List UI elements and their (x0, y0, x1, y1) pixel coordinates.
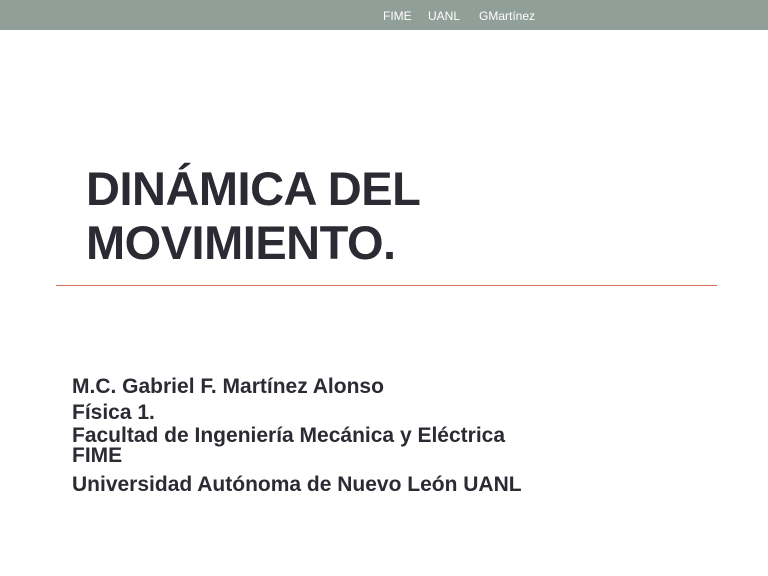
footer-text-uanl: UANL (428, 9, 461, 23)
slide-subtitle (72, 374, 732, 498)
faculty-acronym: FIME (72, 444, 123, 467)
faculty-name: Facultad de Ingeniería Mecánica y Eléctrica (72, 424, 506, 447)
slide-title-line: MOVIMIENTO. (86, 216, 396, 269)
slide-title (86, 162, 686, 270)
university-name: Universidad Autónoma de Nuevo León UANL (72, 473, 522, 496)
footer-text-author: GMartínez (479, 9, 536, 23)
course-name: Física 1. (72, 401, 155, 424)
author-name: M.C. Gabriel F. Martínez Alonso (72, 375, 384, 398)
title-divider (56, 285, 717, 286)
footer-text-fime: FIME (383, 9, 412, 23)
slide-title-line: DINÁMICA DEL (86, 162, 421, 215)
header-bar (0, 0, 768, 30)
